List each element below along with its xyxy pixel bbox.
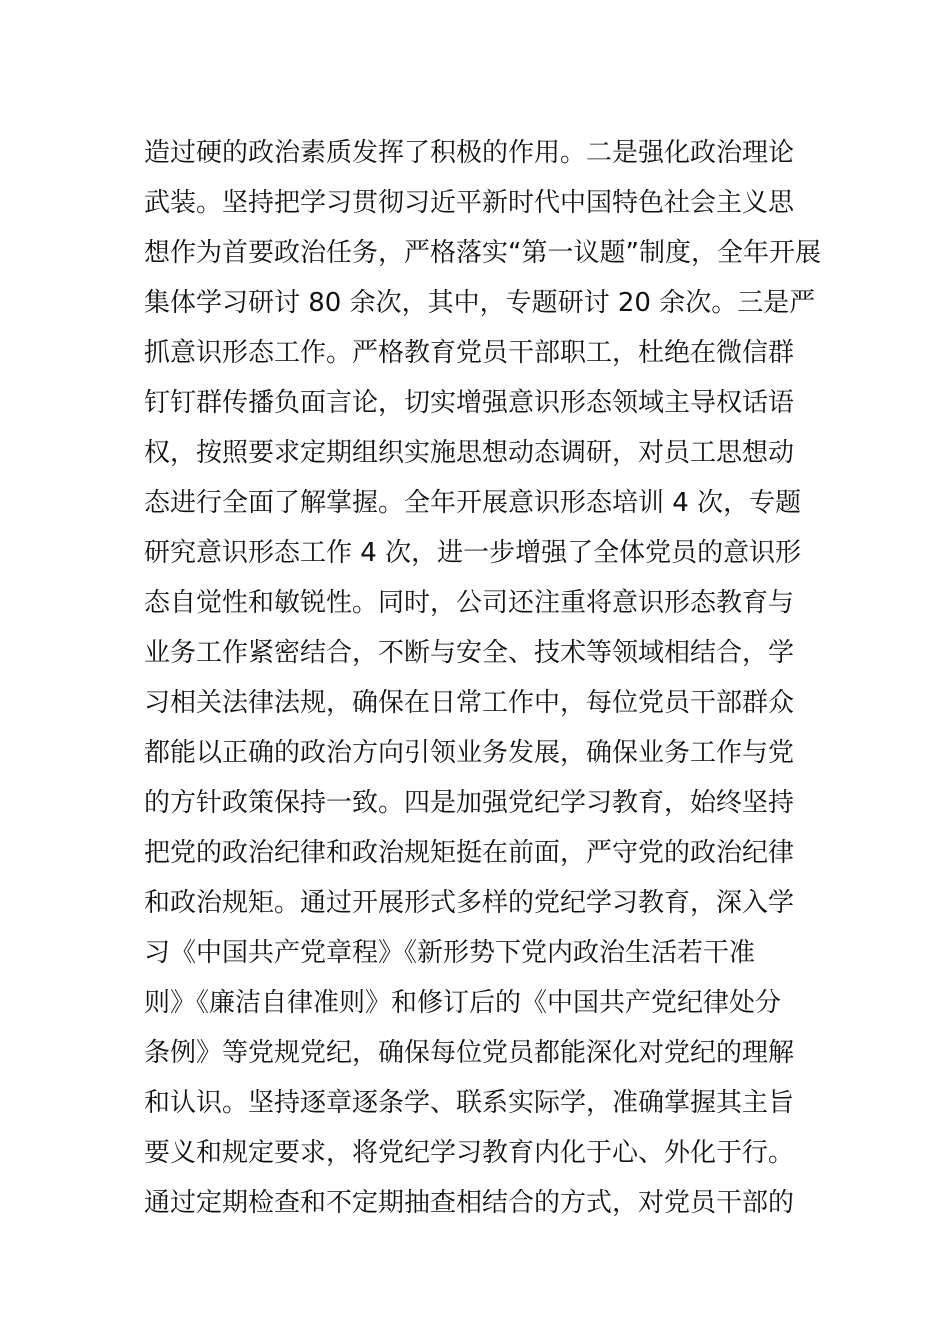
text-line: 和认识。坚持逐章逐条学、联系实际学，准确掌握其主旨	[144, 1088, 795, 1118]
text-line: 权，按照要求定期组织实施思想动态调研，对员工思想动	[144, 438, 795, 468]
text-line: 抓意识形态工作。严格教育党员干部职工，杜绝在微信群	[144, 338, 795, 368]
text-line: 把党的政治纪律和政治规矩挺在前面，严守党的政治纪律	[144, 838, 795, 868]
text-line: 态进行全面了解掌握。全年开展意识形态培训 4 次，专题	[144, 488, 802, 518]
text-line: 都能以正确的政治方向引领业务发展，确保业务工作与党	[144, 738, 795, 768]
text-line: 研究意识形态工作 4 次，进一步增强了全体党员的意识形	[144, 538, 802, 568]
text-line: 想作为首要政治任务，严格落实“第一议题”制度，全年开展	[144, 238, 821, 268]
text-line: 业务工作紧密结合，不断与安全、技术等领域相结合，学	[144, 638, 795, 668]
body-paragraph	[144, 128, 824, 1228]
text-line: 态自觉性和敏锐性。同时，公司还注重将意识形态教育与	[144, 588, 795, 618]
text-line: 造过硬的政治素质发挥了积极的作用。二是强化政治理论	[144, 138, 795, 168]
text-line: 和政治规矩。通过开展形式多样的党纪学习教育，深入学	[144, 888, 795, 918]
text-line: 则》《廉洁自律准则》和修订后的《中国共产党纪律处分	[144, 988, 782, 1018]
text-line: 习《中国共产党章程》《新形势下党内政治生活若干准	[144, 938, 756, 968]
text-line: 通过定期检查和不定期抽查相结合的方式，对党员干部的	[144, 1188, 795, 1218]
text-line: 条例》等党规党纪，确保每位党员都能深化对党纪的理解	[144, 1038, 795, 1068]
text-line: 习相关法律法规，确保在日常工作中，每位党员干部群众	[144, 688, 795, 718]
text-line: 的方针政策保持一致。四是加强党纪学习教育，始终坚持	[144, 788, 795, 818]
text-line: 要义和规定要求，将党纪学习教育内化于心、外化于行。	[144, 1138, 795, 1168]
text-line: 武装。坚持把学习贯彻习近平新时代中国特色社会主义思	[144, 188, 795, 218]
text-line: 集体学习研讨 80 余次，其中，专题研讨 20 余次。三是严	[144, 288, 816, 318]
text-line: 钉钉群传播负面言论，切实增强意识形态领域主导权话语	[144, 388, 795, 418]
